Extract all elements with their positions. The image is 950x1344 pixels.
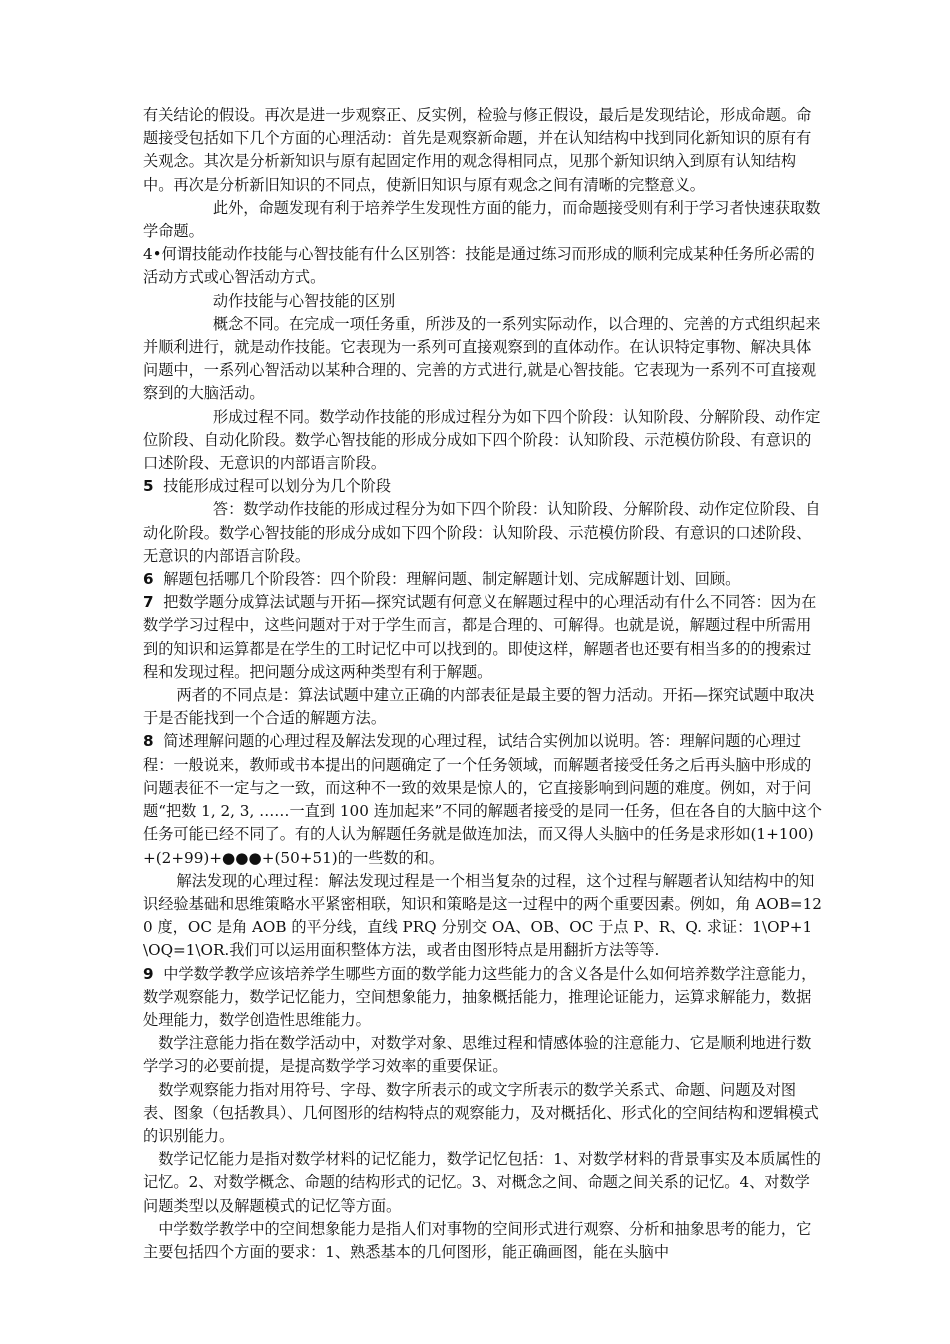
question-8: [143, 730, 823, 869]
question-5: [143, 475, 823, 498]
paragraph-formation-difference: 形成过程不同。数学动作技能的形成过程分为如下四个阶段：认知阶段、分解阶段、动作定位阶段、自动化阶段。数学心智技能的形成分成如下四个阶段：认知阶段、示范模仿阶段、有意识的口述阶段、无意识的内部语言阶段。: [143, 407, 821, 473]
paragraph-proposition-discovery: 有关结论的假设。再次是进一步观察正、反实例，检验与修正假设，最后是发现结论，形成命题。命题接受包括如下几个方面的心理活动：首先是观察新命题，并在认知结构中找到同化新知识的原有有关观念。其次是分析新知识与原有起固定作用的观念得相同点，见那个新知识纳入到原有认知结构中。再次是分析新旧知识的不同点，使新旧知识与原有观念之间有清晰的完整意义。: [143, 106, 812, 194]
question-text: 中学数学教学应该培养学生哪些方面的数学能力这些能力的含义各是什么如何培养数学注意能力，数学观察能力，数学记忆能力，空间想象能力，抽象概括能力，推理论证能力，运算求解能力，数据处理能力，数学创造性思维能力。: [143, 964, 817, 1029]
question-text: 解题包括哪几个阶段答：四个阶段：理解问题、制定解题计划、完成解题计划、回顾。: [163, 570, 741, 589]
question-number: 7: [143, 593, 154, 612]
paragraph-memory-ability: 数学记忆能力是指对数学材料的记忆能力，数学记忆包括：1、对数学材料的背景事实及本质属性的记忆。2、对数学概念、命题的结构形式的记忆。3、对概念之间、命题之间关系的记忆。4、对数学问题类型以及解题模式的记忆等方面。: [143, 1150, 821, 1215]
paragraph-solution-discovery: 解法发现的心理过程：解法发现过程是一个相当复杂的过程，这个过程与解题者认知结构中的知识经验基础和思维策略水平紧密相联，知识和策略是这一过程中的两个重要因素。例如，角 AOB=120 度，OC 是角 AOB 的平分线，直线 PRQ 分别交 OA、OB、OC 于点 P、R、Q. 求证：1\OP+1\OQ=1\OR.我们可以运用面积整体方法，或者由图形特点是用翻折方法等等.: [143, 871, 822, 960]
document-page: [143, 104, 823, 1264]
question-text: 简述理解问题的心理过程及解法发现的心理过程，试结合实例加以说明。答：理解问题的心理过程：一般说来，教师或书本提出的问题确定了一个任务领域，而解题者接受任务之后再头脑中形成的问题表征不一定与之一致，而这种不一致的效果是惊人的，它直接影响到问题的难度。例如，对于问题“把数 1, 2, 3, ……一直到 100 连加起来”不同的解题者接受的是同一任务，但在各自的大脑中这个任务可能已经不同了。有的人认为解题任务就是做连加法，而又得人头脑中的任务是求形如(1+100)+(2+99)+●●●+(50+51)的一些数的和。: [143, 732, 822, 867]
question-6: [143, 568, 823, 591]
question-number: 9: [143, 964, 154, 983]
paragraph-concept-difference: 概念不同。在完成一项任务重，所涉及的一系列实际动作，以合理的、完善的方式组织起来并顺利进行，就是动作技能。它表现为一系列可直接观察到的直体动作。在认识特定事物、解决具体问题中，一系列心智活动以某种合理的、完善的方式进行,就是心智技能。它表现为一系列不可直接观察到的大脑活动。: [143, 314, 821, 403]
paragraph-proposition-summary: 此外，命题发现有利于培养学生发现性方面的能力，而命题接受则有利于学习者快速获取数学命题。: [143, 198, 821, 241]
question-9: [143, 963, 823, 1033]
answer-5: 答：数学动作技能的形成过程分为如下四个阶段：认知阶段、分解阶段、动作定位阶段、自动化阶段。数学心智技能的形成分成如下四个阶段：认知阶段、示范模仿阶段、有意识的口述阶段、无意识的内部语言阶段。: [143, 500, 821, 565]
question-7: [143, 591, 823, 684]
question-text: 技能形成过程可以划分为几个阶段: [163, 477, 392, 496]
subheading-skill-difference: 动作技能与心智技能的区别: [212, 291, 396, 310]
question-number: 6: [143, 570, 154, 589]
paragraph-difference: 两者的不同点是：算法试题中建立正确的内部表征是最主要的智力活动。开拓—探究试题中取决于是否能找到一个合适的解题方法。: [143, 686, 815, 728]
question-text: 把数学题分成算法试题与开拓—探究试题有何意义在解题过程中的心理活动有什么不同答：因为在数学学习过程中，这些问题对于对于学生而言，都是合理的、可解得。也就是说，解题过程中所需用到的知识和运算都是在学生的工时记忆中可以找到的。即使这样，解题者也还要有相当多的的搜索过程和发现过程。把问题分成这两种类型有利于解题。: [143, 593, 817, 681]
paragraph-spatial-ability: 中学数学教学中的空间想象能力是指人们对事物的空间形式进行观察、分析和抽象思考的能力，它主要包括四个方面的要求：1、熟悉基本的几何图形，能正确画图，能在头脑中: [143, 1219, 812, 1261]
paragraph-attention-ability: 数学注意能力指在数学活动中，对数学对象、思维过程和情感体验的注意能力、它是顺利地进行数学学习的必要前提，是提高数学学习效率的重要保证。: [143, 1034, 812, 1076]
paragraph-observation-ability: 数学观察能力指对用符号、字母、数字所表示的或文字所表示的数学关系式、命题、问题及对图表、图象（包括教具）、几何图形的结构特点的观察能力，及对概括化、形式化的空间结构和逻辑模式的识别能力。: [143, 1080, 819, 1145]
question-number: 8: [143, 732, 154, 751]
question-4: 4•何谓技能动作技能与心智技能有什么区别答：技能是通过练习而形成的顺利完成某种任务所必需的活动方式或心智活动方式。: [143, 245, 815, 287]
question-number: 5: [143, 477, 154, 496]
